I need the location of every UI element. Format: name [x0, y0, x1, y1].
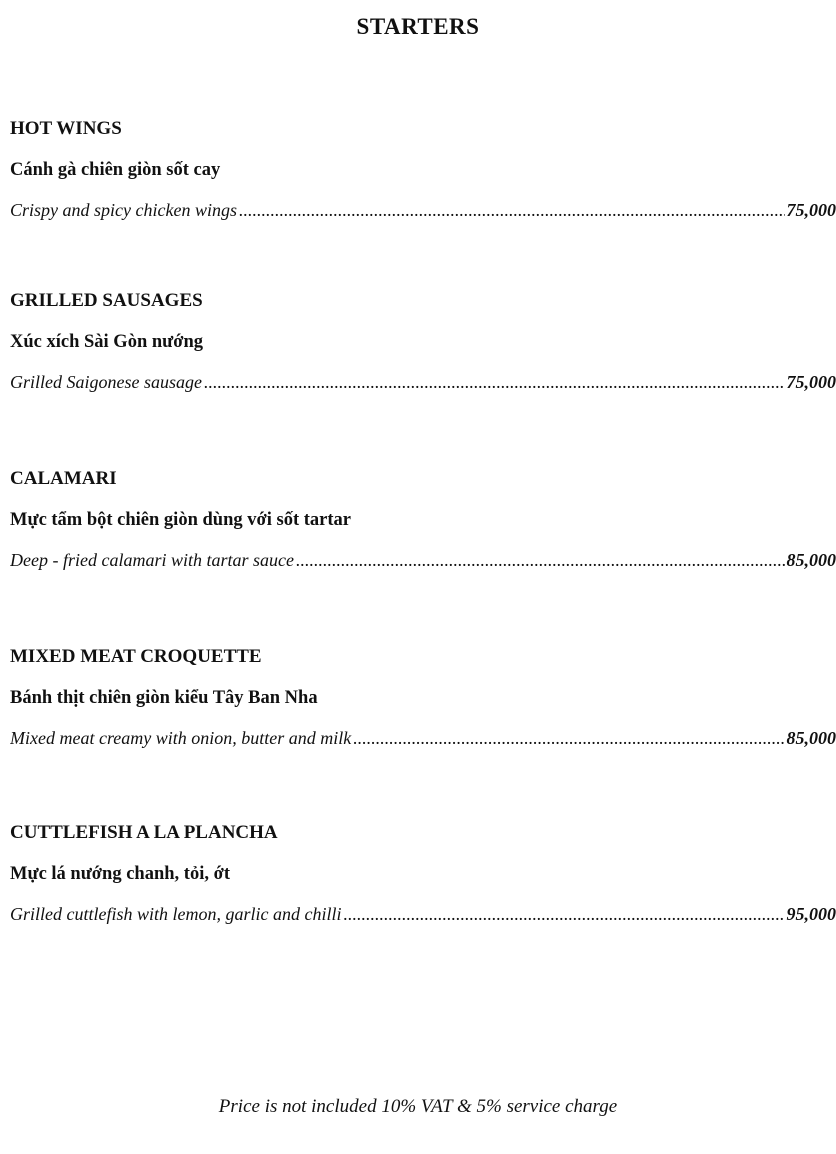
item-price-line — [10, 370, 836, 394]
item-name: MIXED MEAT CROQUETTE — [10, 646, 262, 667]
menu-item-hot-wings — [10, 117, 836, 222]
item-price: 75,000 — [786, 200, 836, 220]
dot-leader — [353, 726, 784, 750]
item-price-line — [10, 902, 836, 926]
item-name: GRILLED SAUSAGES — [10, 290, 203, 311]
item-description: Grilled cuttlefish with lemon, garlic and chilli — [10, 904, 342, 924]
menu-item-calamari — [10, 467, 836, 572]
dot-leader — [296, 548, 785, 572]
item-price: 95,000 — [786, 904, 836, 924]
item-description: Crispy and spicy chicken wings — [10, 200, 237, 220]
item-name: HOT WINGS — [10, 118, 122, 139]
item-price: 85,000 — [786, 728, 836, 748]
menu-item-grilled-sausages — [10, 289, 836, 394]
dot-leader — [204, 370, 785, 394]
item-description: Deep - fried calamari with tartar sauce — [10, 550, 294, 570]
item-vietnamese-name: Mực tẩm bột chiên giòn dùng với sốt tartar — [10, 510, 351, 530]
item-description: Grilled Saigonese sausage — [10, 372, 202, 392]
item-price: 75,000 — [786, 372, 836, 392]
item-vietnamese-name: Mực lá nướng chanh, tỏi, ớt — [10, 864, 230, 884]
item-vietnamese-name: Cánh gà chiên giòn sốt cay — [10, 160, 221, 180]
menu-item-cuttlefish-a-la-plancha — [10, 821, 836, 926]
item-vietnamese-name: Xúc xích Sài Gòn nướng — [10, 332, 204, 352]
dot-leader — [239, 198, 785, 222]
page-title: STARTERS — [356, 14, 480, 39]
item-vietnamese-name: Bánh thịt chiên giòn kiểu Tây Ban Nha — [10, 688, 318, 708]
item-price-line — [10, 548, 836, 572]
item-price: 85,000 — [786, 550, 836, 570]
price-note: Price is not included 10% VAT & 5% service charge — [218, 1096, 618, 1117]
item-name: CALAMARI — [10, 468, 117, 489]
dot-leader — [343, 902, 784, 926]
item-description: Mixed meat creamy with onion, butter and milk — [10, 728, 352, 748]
item-name: CUTTLEFISH A LA PLANCHA — [10, 822, 278, 843]
menu-item-mixed-meat-croquette — [10, 645, 836, 750]
item-price-line — [10, 726, 836, 750]
item-price-line — [10, 198, 836, 222]
